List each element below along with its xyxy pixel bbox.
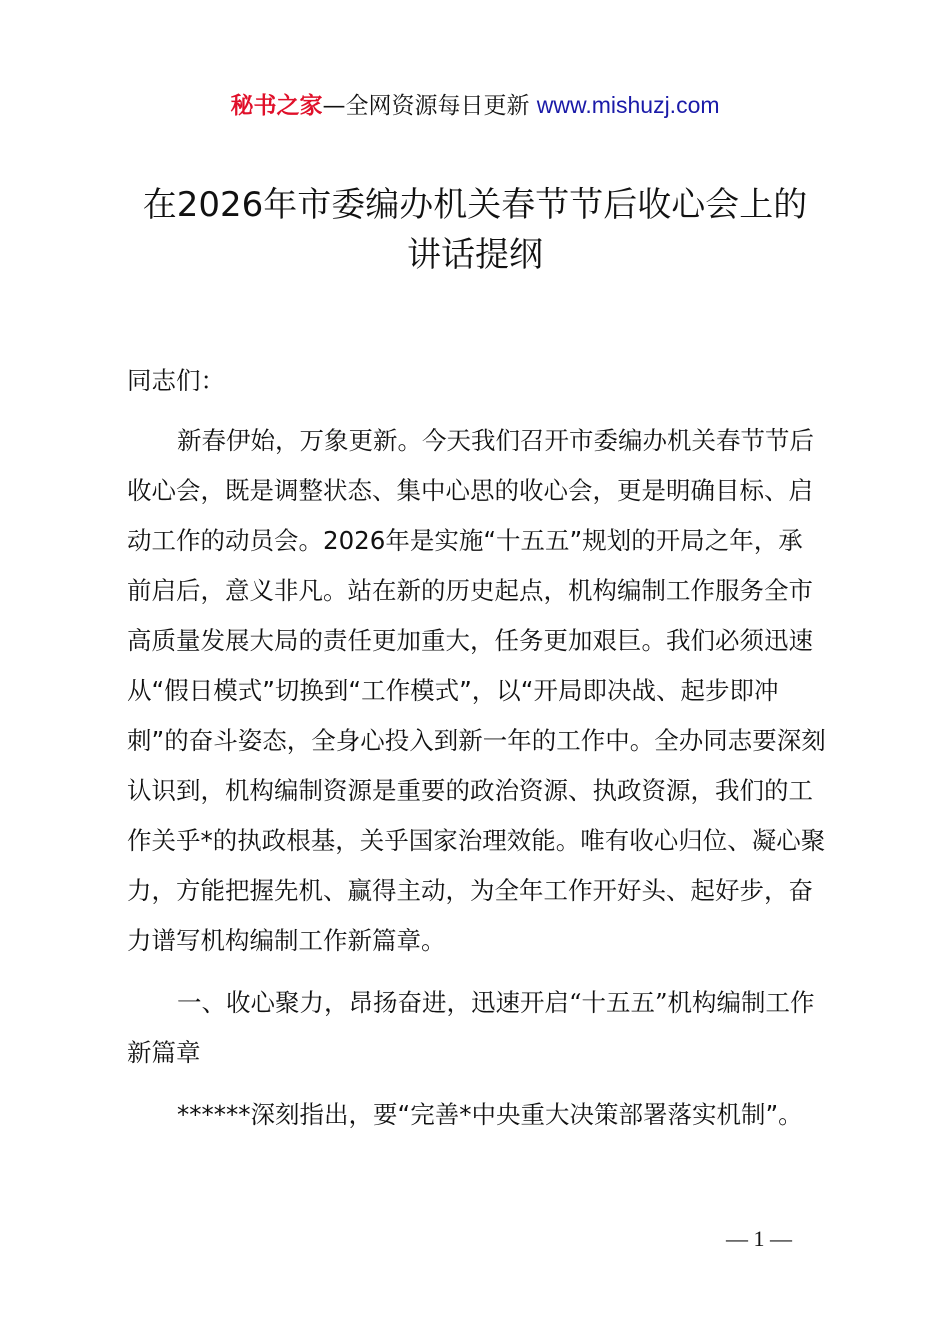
document-title-line-1: 在2026年市委编办机关春节节后收心会上的: [142, 185, 808, 225]
page-number: — 1 —: [726, 1226, 792, 1251]
document-title: [100, 180, 850, 280]
section-heading-1: 一、收心聚力，昂扬奋进，迅速开启“十五五”机构编制工作新篇章: [127, 988, 815, 1067]
site-tagline: —全网资源每日更新: [322, 93, 537, 119]
site-url-link[interactable]: www.mishuzj.com: [536, 92, 720, 118]
opening-paragraph: 新春伊始，万象更新。今天我们召开市委编办机关春节节后收心会，既是调整状态、集中心思的收心会，更是明确目标、启动工作的动员会。2026年是实施“十五五”规划的开局之年，承前启后，意义非凡。站在新的历史起点，机构编制工作服务全市高质量发展大局的责任更加重大，任务更加艰巨。我们必须迅速从“假日模式”切换到“工作模式”，以“开局即决战、起步即冲刺”的奋斗姿态，全身心投入到新一年的工作中。全办同志要深刻认识到，机构编制资源是重要的政治资源、执政资源，我们的工作关乎*的执政根基，关乎国家治理效能。唯有收心归位、凝心聚力，方能把握先机、赢得主动，为全年工作开好头、起好步，奋力谱写机构编制工作新篇章。: [127, 426, 826, 955]
section-paragraph-1: ******深刻指出，要“完善*中央重大决策部署落实机制”。: [177, 1100, 803, 1129]
site-brand: 秘书之家: [230, 93, 323, 119]
site-header: [0, 88, 950, 123]
document-title-line-2: 讲话提纲: [407, 235, 543, 275]
salutation: 同志们：: [127, 366, 225, 395]
